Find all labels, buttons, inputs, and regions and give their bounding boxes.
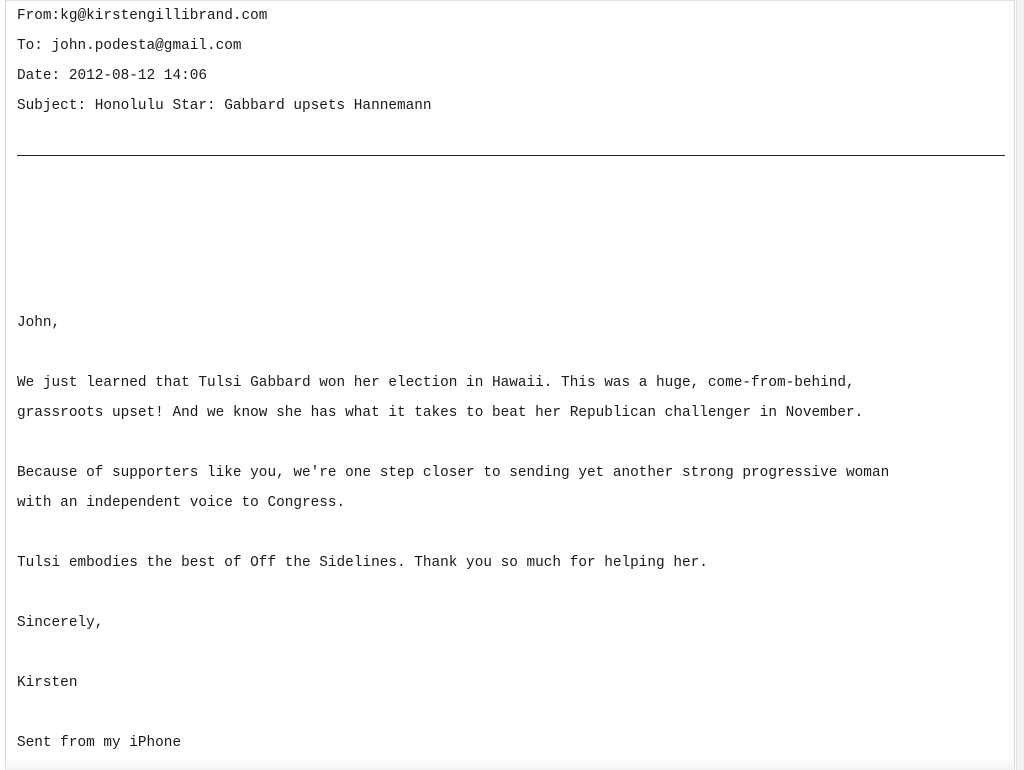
email-date: Date: 2012-08-12 14:06 [17, 68, 207, 84]
body-paragraph-1-line-1: We just learned that Tulsi Gabbard won her election in Hawaii. This was a huge, come-from-behind, [17, 375, 855, 391]
email-greeting: John, [17, 315, 61, 331]
email-footer: Sent from my iPhone [17, 735, 182, 751]
body-paragraph-3: Tulsi embodies the best of Off the Sidelines. Thank you so much for helping her. [17, 555, 708, 571]
email-signature: Kirsten [17, 675, 78, 691]
email-from: From:kg@kirstengillibrand.com [17, 8, 268, 24]
bottom-edge-shadow [5, 758, 1015, 770]
email-to: To: john.podesta@gmail.com [17, 38, 242, 54]
email-subject: Subject: Honolulu Star: Gabbard upsets Hannemann [17, 98, 432, 114]
body-paragraph-2-line-2: with an independent voice to Congress. [17, 495, 346, 511]
header-divider [17, 155, 1005, 156]
body-paragraph-1-line-2: grassroots upset! And we know she has what it takes to beat her Republican challenger in November. [17, 405, 864, 421]
scrollbar-track[interactable] [1016, 0, 1024, 770]
body-paragraph-2-line-1: Because of supporters like you, we're one step closer to sending yet another strong progressive woman [17, 465, 890, 481]
email-closing: Sincerely, [17, 615, 104, 631]
